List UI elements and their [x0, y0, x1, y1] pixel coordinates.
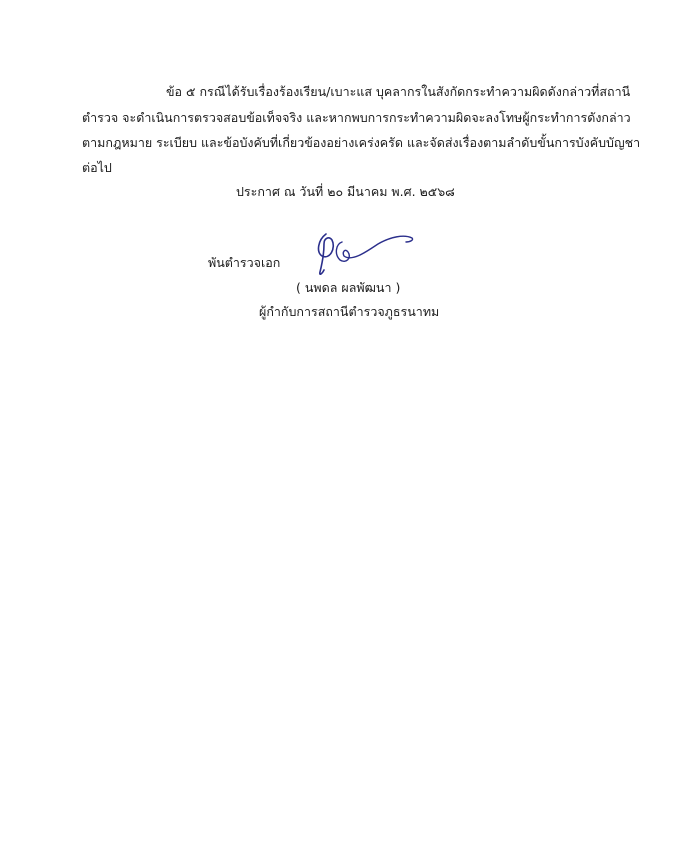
announcement-date: ประกาศ ณ วันที่ ๒๐ มีนาคม พ.ศ. ๒๕๖๘ [236, 184, 455, 199]
signatory-rank: พันตำรวจเอก [208, 255, 281, 270]
signature-stroke [319, 234, 334, 274]
handwritten-signature [312, 228, 422, 280]
signatory-name: ( นพดล ผลพัฒนา ) [296, 280, 401, 295]
paragraph-line-3: ตามกฎหมาย ระเบียบ และข้อบังคับที่เกี่ยวข้องอย่างเคร่งครัด และจัดส่งเรื่องตามลำดับขั้นการบังคับบัญชา [82, 135, 641, 150]
paragraph-line-4: ต่อไป [82, 160, 112, 175]
signatory-position: ผู้กำกับการสถานีตำรวจภูธรนาทม [259, 304, 440, 319]
signature-stroke [336, 236, 412, 261]
paragraph-line-2: ตำรวจ จะดำเนินการตรวจสอบข้อเท็จจริง และหากพบการกระทำความผิดจะลงโทษผู้กระทำการดังกล่าว [82, 110, 631, 125]
paragraph-line-1: ข้อ ๕ กรณีได้รับเรื่องร้องเรียน/เบาะแส บุคลากรในสังกัดกระทำความผิดดังกล่าวที่สถานี [166, 84, 631, 99]
